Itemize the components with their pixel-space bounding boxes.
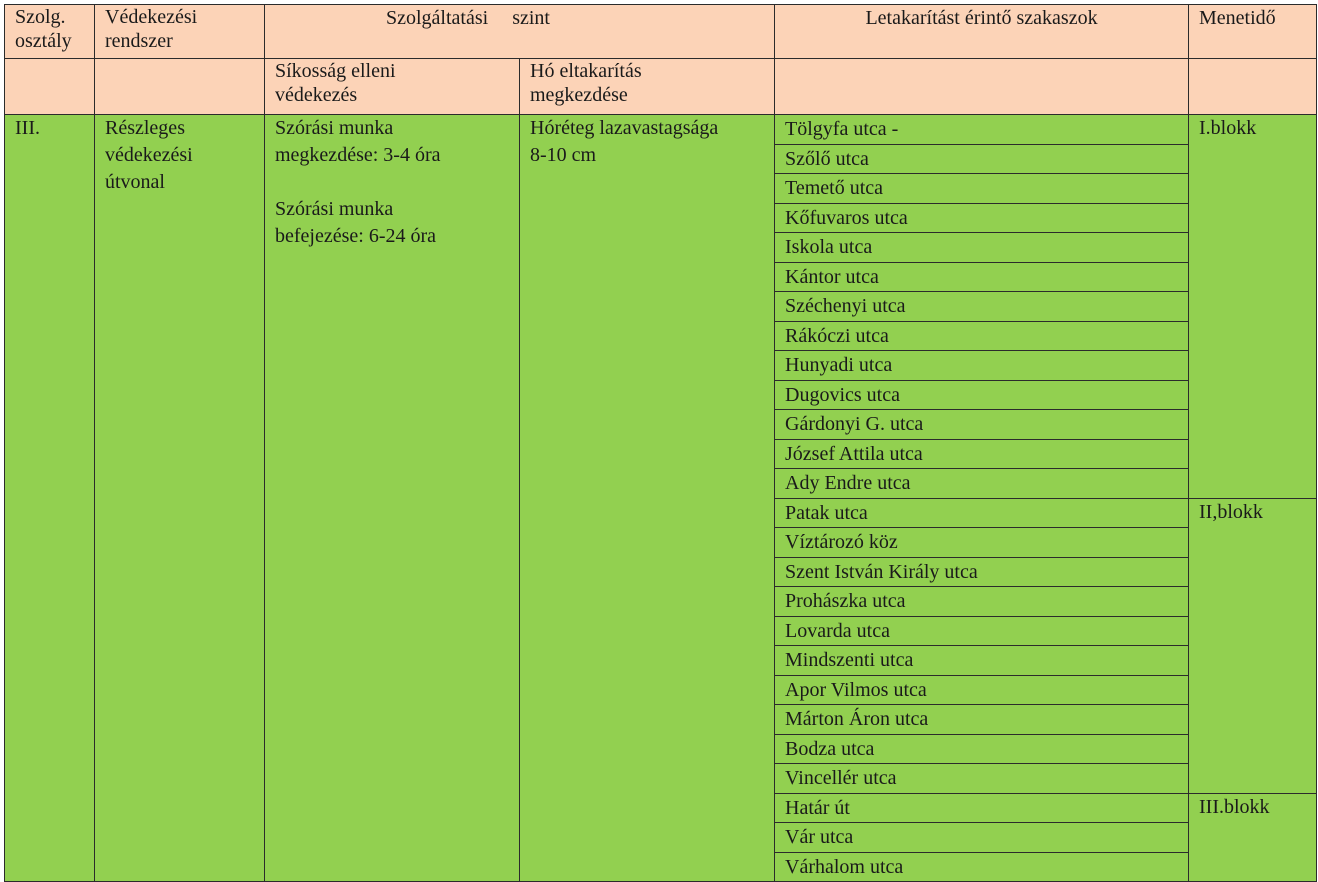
icing-start: Szórási munka megkezdése: 3-4 óra — [275, 117, 441, 166]
header-service-level-b: szint — [512, 7, 550, 29]
street-cell: Határ út — [775, 793, 1189, 823]
header-empty-4 — [1189, 59, 1317, 115]
header-system: Védekezési rendszer — [95, 5, 265, 59]
street-cell: Márton Áron utca — [775, 705, 1189, 735]
header-empty-2 — [95, 59, 265, 115]
street-cell: Prohászka utca — [775, 587, 1189, 617]
header-sections: Letakarítást érintő szakaszok — [775, 5, 1189, 59]
snow-cell — [520, 115, 775, 882]
header-service-level-a: Szolgáltatási — [386, 7, 489, 29]
snow-clearing-table — [4, 4, 1317, 882]
street-cell: Iskola utca — [775, 233, 1189, 263]
street-cell: József Attila utca — [775, 439, 1189, 469]
block-label: III.blokk — [1199, 795, 1270, 818]
street-cell: Kőfuvaros utca — [775, 203, 1189, 233]
block-label: II,blokk — [1199, 500, 1263, 523]
block-label-cell — [1189, 498, 1317, 793]
service-class: III. — [15, 117, 40, 139]
street-cell: Rákóczi utca — [775, 321, 1189, 351]
icing-cell — [265, 115, 520, 882]
header-snow: Hó eltakarítás megkezdése — [520, 59, 775, 115]
block-label-cell — [1189, 793, 1317, 882]
street-cell: Víztározó köz — [775, 528, 1189, 558]
header-empty-1 — [5, 59, 95, 115]
block-label: I.blokk — [1199, 117, 1257, 139]
street-cell: Várhalom utca — [775, 852, 1189, 882]
header-row-1 — [5, 5, 1317, 59]
icing-end: Szórási munka befejezése: 6-24 óra — [275, 198, 437, 247]
street-cell: Patak utca — [775, 498, 1189, 528]
snow-depth: Hóréteg lazavastagsága 8-10 cm — [530, 117, 719, 166]
street-cell: Apor Vilmos utca — [775, 675, 1189, 705]
table-row — [5, 115, 1317, 145]
protection-system: Részleges védekezési útvonal — [105, 117, 193, 193]
street-cell: Szőlő utca — [775, 144, 1189, 174]
street-cell: Széchenyi utca — [775, 292, 1189, 322]
street-cell: Dugovics utca — [775, 380, 1189, 410]
street-cell: Ady Endre utca — [775, 469, 1189, 499]
street-cell: Vincellér utca — [775, 764, 1189, 794]
header-service-level — [265, 5, 775, 59]
street-cell: Bodza utca — [775, 734, 1189, 764]
street-cell: Kántor utca — [775, 262, 1189, 292]
service-class-cell — [5, 115, 95, 882]
street-cell: Hunyadi utca — [775, 351, 1189, 381]
street-cell: Gárdonyi G. utca — [775, 410, 1189, 440]
header-row-2 — [5, 59, 1317, 115]
header-time: Menetidő — [1189, 5, 1317, 59]
block-label-cell — [1189, 115, 1317, 499]
header-empty-3 — [775, 59, 1189, 115]
street-cell: Lovarda utca — [775, 616, 1189, 646]
header-class: Szolg. osztály — [5, 5, 95, 59]
street-cell: Tölgyfa utca - — [775, 115, 1189, 145]
protection-system-cell — [95, 115, 265, 882]
street-cell: Temető utca — [775, 174, 1189, 204]
street-cell: Vár utca — [775, 823, 1189, 853]
street-cell: Szent István Király utca — [775, 557, 1189, 587]
header-icing: Síkosság elleni védekezés — [265, 59, 520, 115]
street-cell: Mindszenti utca — [775, 646, 1189, 676]
